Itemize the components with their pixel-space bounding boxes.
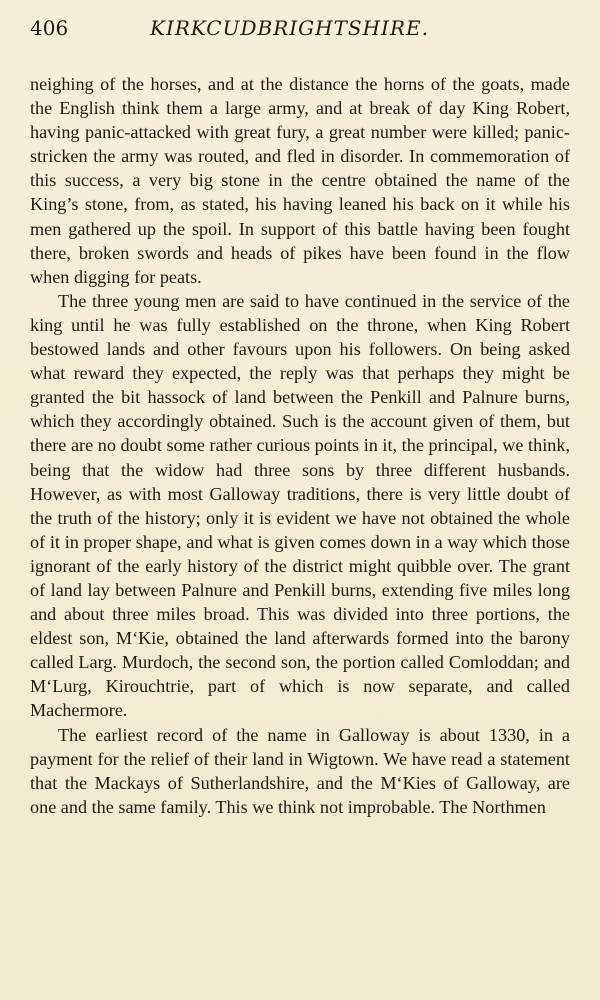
body-text [30,72,570,819]
paragraph-2: The three young men are said to have continued in the service of the king until he was fully established on the throne, when King Robert bestowed lands and other favours upon his followers. On being asked what reward they expected, the reply was that perhaps they might be granted the bit hassock of land between the Penkill and Palnure burns, which they accordingly obtained. Such is the account given of them, but there are no doubt some rather curious points in it, the principal, we think, being that the widow had three sons by three different husbands. However, as with most Galloway traditions, there is very little doubt of the truth of the history; only it is evident we have not obtained the whole of it in proper shape, and what is given comes down in a way which those ignorant of the early history of the district might quibble over. The grant of land lay between Palnure and Penkill burns, extending five miles long and about three miles broad. This was divided into three portions, the eldest son, M‘Kie, obtained the land afterwards formed into the barony called Larg. Murdoch, the second son, the portion called Comloddan; and M‘Lurg, Kirouchtrie, part of which is now separate, and called Machermore. [30,290,570,721]
running-head: KIRKCUDBRIGHTSHIRE. [150,16,429,40]
paragraph-3: The earliest record of the name in Galloway is about 1330, in a payment for the relief of their land in Wigtown. We have read a statement that the Mackays of Sutherlandshire, and the M‘Kies of Galloway, are one and the same family. This we think not improbable. The Northmen [30,724,570,817]
page-number: 406 [30,16,69,40]
page-header [30,14,570,50]
paragraph-1: neighing of the horses, and at the distance the horns of the goats, made the English think them a large army, and at break of day King Robert, having panic-attacked with great fury, a great number were killed; panic-stricken the army was routed, and fled in disorder. In commemoration of this success, a very big stone in the centre obtained the name of the King’s stone, from, as stated, his having leaned his back on it while his men gathered up the spoil. In support of this battle having been fought there, broken swords and heads of pikes have been found in the flow when digging for peats. [30,74,570,287]
